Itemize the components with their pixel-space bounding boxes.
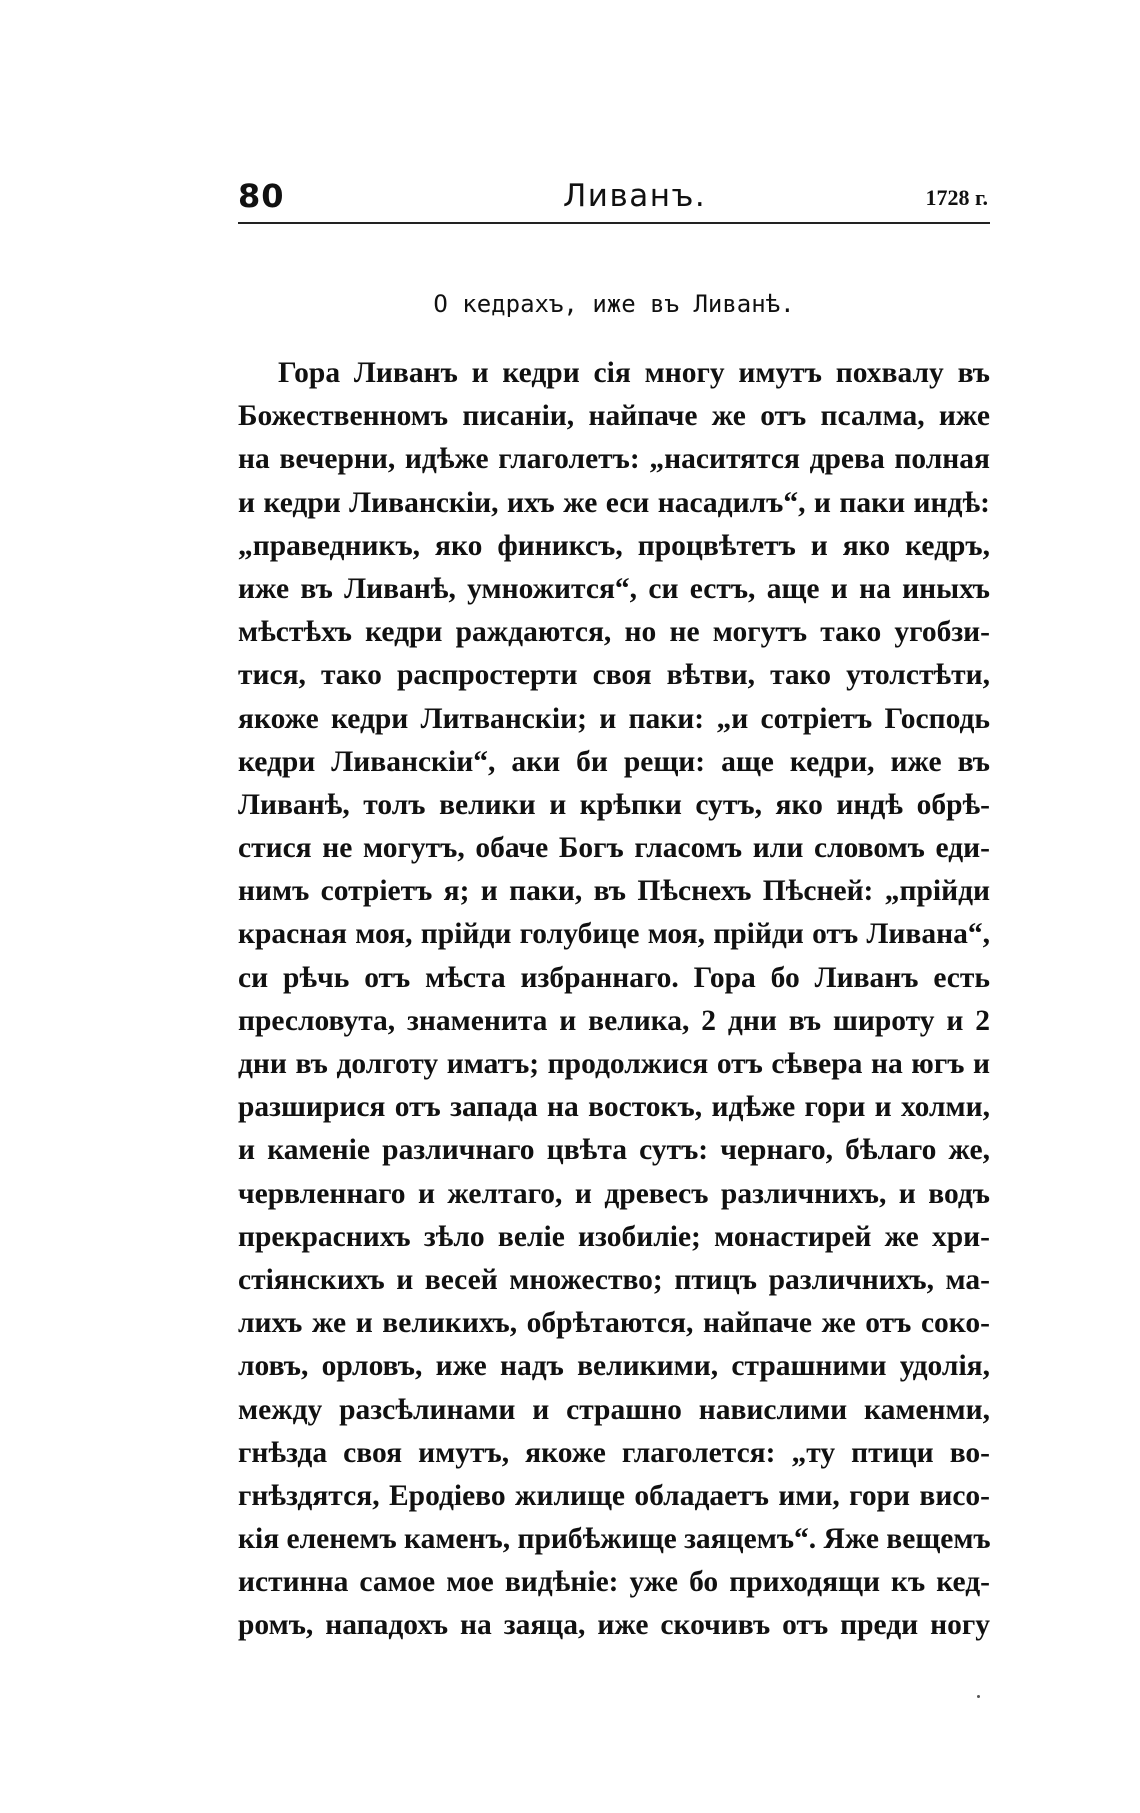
text-line: лихъ же и великихъ, обрѣтаются, найпаче же отъ соко- — [238, 1307, 990, 1340]
text-line: истинна самое мое видѣніе: уже бо приходящи къ кед- — [238, 1566, 990, 1599]
body-text — [238, 352, 990, 1648]
text-line: стіянскихъ и весей множество; птицъ различнихъ, ма- — [238, 1263, 990, 1296]
text-line: ловъ, орловъ, иже надъ великими, страшними удолія, — [238, 1350, 990, 1383]
text-line: на вечерни, идѣже глаголетъ: „наситятся древа полная — [238, 443, 990, 476]
text-line: и каменіе различнаго цвѣта сутъ: чернаго, бѣлаго же, — [238, 1134, 990, 1167]
text-line: гнѣздятся, Еродіево жилище обладаетъ ими, гори висо- — [238, 1479, 990, 1512]
text-line: гнѣзда своя имутъ, якоже глаголется: „ту птици во- — [238, 1436, 990, 1469]
text-line: и кедри Ливанскіи, ихъ же еси насадилъ“, и паки индѣ: — [238, 486, 990, 519]
text-line: дни въ долготу иматъ; продолжися отъ сѣвера на югъ и — [238, 1048, 990, 1080]
page-number: 80 — [238, 177, 285, 215]
text-line: Божественномъ писаніи, найпаче же отъ псалма, иже — [238, 400, 990, 433]
text-line: красная моя, прійди голубице моя, прійди отъ Ливана“, — [238, 918, 990, 951]
text-line: тися, тако распростерти своя вѣтви, тако утолстѣти, — [238, 659, 990, 692]
header-rule — [238, 222, 990, 224]
text-line: „праведникъ, яко финиксъ, процвѣтетъ и яко кедръ, — [238, 529, 990, 562]
text-line: якоже кедри Литванскіи; и паки: „и сотріетъ Господь — [238, 702, 990, 735]
text-line: Гора Ливанъ и кедри сія многу имутъ похвалу въ — [278, 357, 990, 389]
text-line: нимъ сотріетъ я; и паки, въ Пѣснехъ Пѣсней: „прійди — [238, 875, 990, 908]
text-line: си рѣчь отъ мѣста избраннаго. Гора бо Ливанъ есть — [238, 961, 990, 994]
section-heading: О кедрахъ, иже въ Ливанѣ. — [433, 290, 795, 318]
running-head — [238, 176, 990, 216]
text-line: стися не могутъ, обаче Богъ гласомъ или словомъ еди- — [238, 832, 990, 865]
text-line: иже въ Ливанѣ, умножится“, си естъ, аще и на иныхъ — [238, 572, 990, 605]
text-line: между разсѣлинами и страшно навислими каменми, — [238, 1393, 990, 1426]
text-line: Ливанѣ, толъ велики и крѣпки сутъ, яко индѣ обрѣ- — [238, 788, 990, 821]
text-line: ромъ, нападохъ на заяца, иже скочивъ отъ преди ногу — [238, 1609, 990, 1642]
text-line: червленнаго и желтаго, и древесъ различнихъ, и водъ — [238, 1177, 990, 1210]
year-label: 1728 г. — [925, 185, 988, 210]
text-line: разширися отъ запада на востокъ, идѣже гори и холми, — [238, 1091, 990, 1124]
scan-speck — [977, 1695, 980, 1698]
running-title: Ливанъ. — [563, 178, 707, 214]
text-line: кія еленемъ каменъ, прибѣжище заяцемъ“. Яже вещемъ — [238, 1523, 991, 1556]
text-line: кедри Ливанскіи“, аки би рещи: аще кедри, иже въ — [238, 745, 990, 778]
text-line: прекраснихъ зѣло веліе изобиліе; монастирей же хри- — [238, 1220, 990, 1253]
text-line: мѣстѣхъ кедри раждаются, но не могутъ тако угобзи- — [238, 616, 990, 649]
text-line: пресловута, знаменита и велика, 2 дни въ широту и 2 — [238, 1004, 990, 1037]
